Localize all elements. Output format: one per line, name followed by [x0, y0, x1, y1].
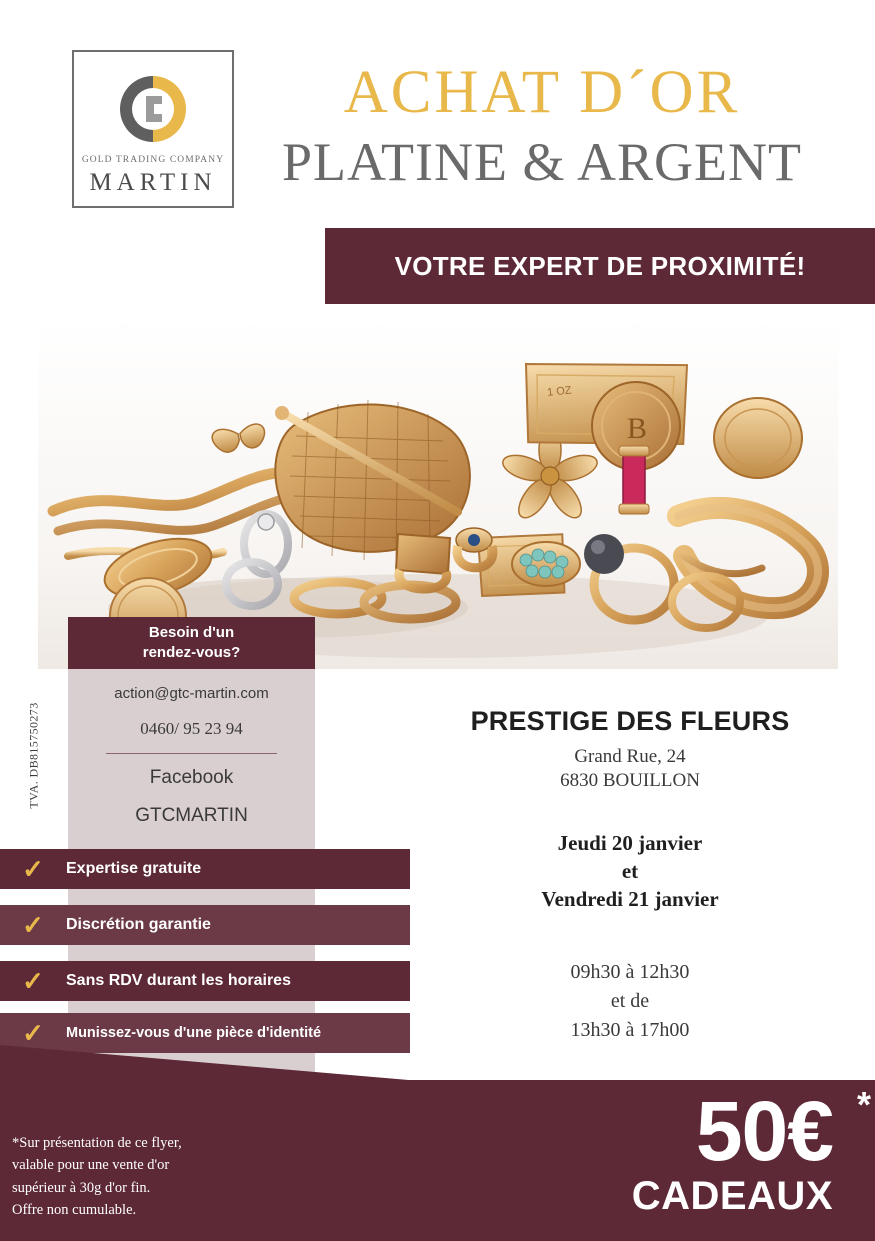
logo-block — [72, 50, 234, 208]
check-icon: ✓ — [22, 854, 44, 884]
legal-line-2: valable pour une vente d'or — [12, 1157, 170, 1174]
legal-line-1: *Sur présentation de ce flyer, — [12, 1135, 182, 1151]
event-date-line1: Jeudi 20 janvier — [557, 830, 703, 855]
check-icon: ✓ — [22, 966, 44, 996]
check-icon: ✓ — [22, 910, 44, 940]
social-label: Facebook — [149, 767, 234, 788]
event-date-conjunction: et — [621, 858, 639, 883]
svg-text:1 OZ: 1 OZ — [546, 384, 573, 399]
contact-details — [68, 669, 315, 851]
event-venue: PRESTIGE DES FLEURS — [470, 706, 790, 736]
event-address-line1: Grand Rue, 24 — [574, 746, 686, 767]
contact-email[interactable]: action@gtc-martin.com — [114, 685, 269, 702]
contact-phone[interactable]: 0460/ 95 23 94 — [140, 719, 243, 738]
feature-label: Munissez-vous d'une pièce d'identité — [66, 1025, 322, 1041]
offer-amount: 50€ — [695, 1084, 833, 1178]
event-hours-line1: 09h30 à 12h30 — [570, 960, 690, 983]
event-address-line2: 6830 BOUILLON — [560, 769, 700, 791]
headline-primary: ACHAT D´OR — [343, 59, 741, 126]
event-hours — [420, 958, 840, 1045]
vat-number: TVA. DB815750273 — [26, 702, 41, 809]
tagline-banner — [325, 228, 875, 304]
offer-amount-block — [631, 1084, 833, 1219]
gold-ring-logo-icon — [116, 72, 190, 146]
feature-label: Sans RDV durant les horaires — [66, 972, 291, 989]
event-info — [420, 706, 840, 1045]
contact-heading — [68, 617, 315, 669]
event-hours-conjunction: et de — [610, 989, 650, 1012]
feature-label: Expertise gratuite — [66, 860, 202, 877]
social-handle[interactable]: GTCMARTIN — [135, 805, 248, 826]
feature-row — [0, 961, 410, 1001]
event-hours-line2: 13h30 à 17h00 — [570, 1018, 690, 1041]
legal-line-4: Offre non cumulable. — [12, 1202, 137, 1219]
contact-heading-line2: rendez-vous? — [142, 644, 241, 661]
divider — [106, 753, 277, 754]
logo-name: MARTIN — [89, 169, 217, 196]
feature-row — [0, 905, 410, 945]
feature-row — [0, 849, 410, 889]
event-date-line2: Vendredi 21 janvier — [541, 887, 719, 912]
tagline-text: VOTRE EXPERT DE PROXIMITÉ! — [394, 250, 806, 281]
event-dates — [420, 829, 840, 914]
logo-company-line: GOLD TRADING COMPANY — [81, 155, 225, 165]
offer-label: CADEAUX — [631, 1173, 833, 1218]
legal-line-3: supérieur à 30g d'or fin. — [12, 1179, 151, 1196]
offer-legal-text — [12, 1132, 342, 1222]
contact-heading-line1: Besoin d'un — [148, 623, 235, 641]
offer-asterisk: * — [856, 1084, 871, 1125]
svg-text:B: B — [627, 412, 648, 445]
headline-secondary: PLATINE & ARGENT — [282, 132, 802, 192]
check-icon: ✓ — [22, 1018, 44, 1048]
bottom-band-wedge — [0, 1045, 420, 1081]
feature-label: Discrétion garantie — [66, 916, 211, 933]
